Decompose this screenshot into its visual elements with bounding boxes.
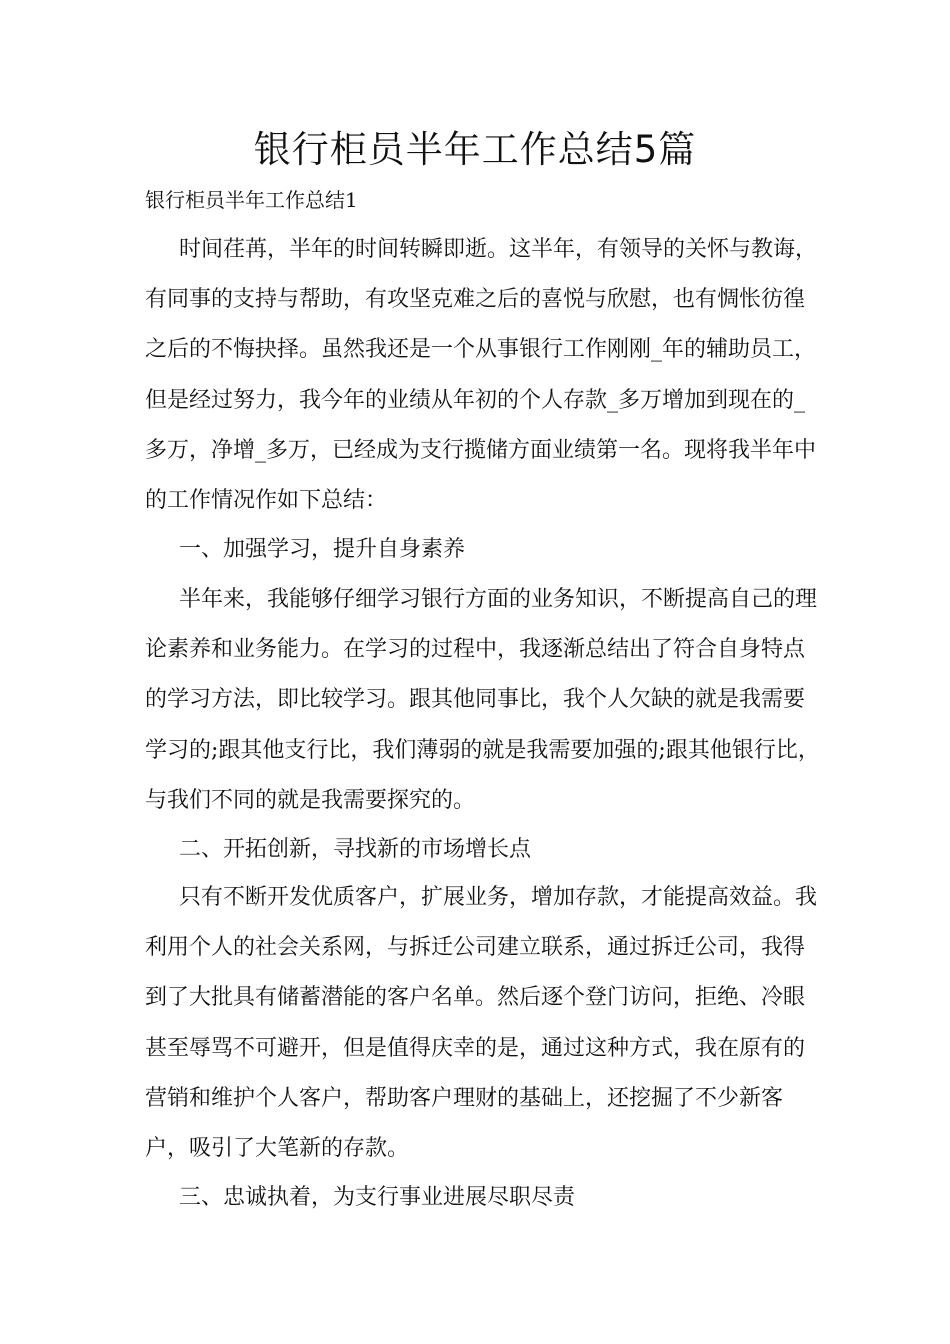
paragraph-intro: 时间荏苒，半年的时间转瞬即逝。这半年，有领导的关怀与教诲，有同事的支持与帮助，有攻坚克难之后的喜悦与欣慰，也有惆怅彷徨之后的不悔抉择。虽然我还是一个从事银行工作刚刚_年的辅助员工，但是经过努力，我今年的业绩从年初的个人存款_多万增加到现在的_多万，净增_多万，已经成为支行揽储方面业绩第一名。现将我半年中的工作情况作如下总结：	[145, 237, 818, 514]
document-subtitle: 银行柜员半年工作总结1	[145, 188, 358, 212]
document-title: 银行柜员半年工作总结5篇	[253, 128, 697, 171]
section-heading-2: 二、开拓创新，寻找新的市场增长点	[179, 837, 532, 862]
section-heading-1: 一、加强学习，提升自身素养	[179, 537, 466, 562]
paragraph-innovation: 只有不断开发优质客户，扩展业务，增加存款，才能提高效益。我利用个人的社会关系网，与拆迁公司建立联系，通过拆迁公司，我得到了大批具有储蓄潜能的客户名单。然后逐个登门访问，拒绝、冷眼甚至辱骂不可避开，但是值得庆幸的是，通过这种方式，我在原有的营销和维护个人客户，帮助客户理财的基础上，还挖掘了不少新客户，吸引了大笔新的存款。	[145, 885, 818, 1162]
paragraph-study: 半年来，我能够仔细学习银行方面的业务知识，不断提高自己的理论素养和业务能力。在学习的过程中，我逐渐总结出了符合自身特点的学习方法，即比较学习。跟其他同事比，我个人欠缺的就是我需要学习的;跟其他支行比，我们薄弱的就是我需要加强的;跟其他银行比，与我们不同的就是我需要探究的。	[145, 587, 820, 813]
section-heading-3: 三、忠诚执着，为支行事业进展尽职尽责	[179, 1185, 576, 1210]
